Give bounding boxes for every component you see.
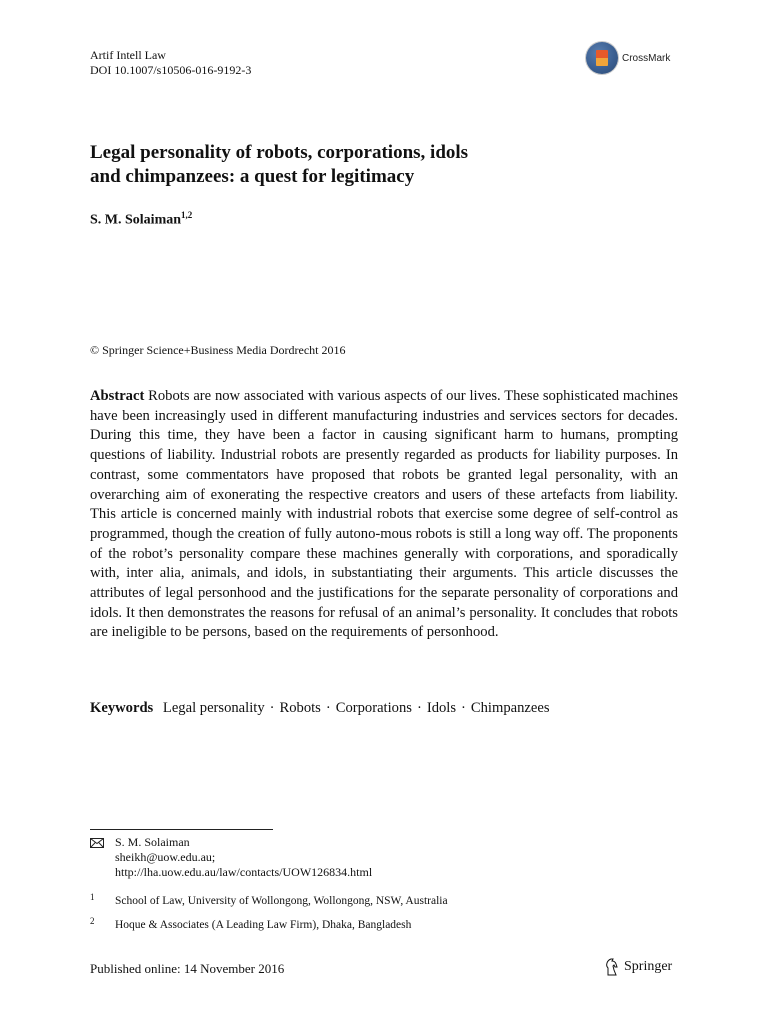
footnote-divider bbox=[90, 829, 273, 830]
abstract bbox=[90, 387, 678, 643]
affiliation-text: Hoque & Associates (A Leading Law Firm), Dhaka, Bangladesh bbox=[115, 919, 412, 931]
keyword-separator: · bbox=[269, 700, 275, 716]
journal-header bbox=[90, 48, 251, 78]
affiliation bbox=[90, 894, 448, 909]
keyword-separator: · bbox=[416, 700, 422, 716]
correspondence-block bbox=[90, 835, 372, 880]
springer-horse-icon bbox=[604, 958, 620, 976]
affiliation-text: School of Law, University of Wollongong, Wollongong, NSW, Australia bbox=[115, 895, 448, 907]
corresponding-author-name: S. M. Solaiman bbox=[115, 835, 190, 849]
title-line-1: Legal personality of robots, corporations, idols bbox=[90, 142, 469, 163]
abstract-text: Robots are now associated with various aspects of our lives. These sophisticated machines have been increasingly used in different manufacturing industries and services sectors for decades. During this time, they have been a factor in causing significant harm to humans, prompting questions of liability. Industrial robots are presently regarded as products for liability purposes. In contrast, some commentators have proposed that robots be granted legal personality, with an overarching aim of exonerating the respective creators and users of these artefacts from liability. This article is concerned mainly with industrial robots that exercise some degree of self-control as programmed, though the creation of fully autono-mous robots is still a long way off. The proponents of the robot’s personality compare these machines generally with corporations, and sporadically with, inter alia, animals, and idols, in substantiating their arguments. This article discusses the attributes of legal personhood and the justifications for the separate personality of corporations and idols. It then demonstrates the reasons for refusal of an animal’s personality. It concludes that robots are ineligible to be persons, based on the requirements of personhood. bbox=[90, 388, 678, 641]
affiliation-number: 2 bbox=[90, 916, 95, 926]
article-title bbox=[90, 141, 690, 189]
keyword: Chimpanzees bbox=[470, 700, 550, 716]
affiliation-number: 1 bbox=[90, 892, 95, 902]
published-date: Published online: 14 November 2016 bbox=[90, 961, 285, 976]
keyword-separator: · bbox=[325, 700, 331, 716]
keywords bbox=[90, 700, 550, 717]
corresponding-author-email[interactable]: sheikh@uow.edu.au; bbox=[115, 850, 216, 864]
corresponding-author-url[interactable]: http://lha.uow.edu.au/law/contacts/UOW126834.html bbox=[115, 865, 373, 879]
author-name: S. M. Solaiman bbox=[90, 212, 182, 228]
author-affil-marks: 1,2 bbox=[181, 210, 193, 220]
copyright-notice: © Springer Science+Business Media Dordrecht 2016 bbox=[90, 343, 346, 357]
abstract-label: Abstract bbox=[90, 388, 145, 404]
keywords-label: Keywords bbox=[90, 700, 154, 716]
envelope-icon bbox=[90, 838, 104, 848]
crossmark-badge[interactable] bbox=[586, 42, 670, 74]
journal-name: Artif Intell Law bbox=[90, 48, 166, 62]
keyword: Legal personality bbox=[162, 700, 265, 716]
springer-logo bbox=[604, 958, 672, 976]
keyword: Robots bbox=[279, 700, 321, 716]
title-line-2: and chimpanzees: a quest for legitimacy bbox=[90, 166, 415, 187]
affiliation bbox=[90, 918, 411, 933]
keyword: Idols bbox=[426, 700, 457, 716]
doi: DOI 10.1007/s10506-016-9192-3 bbox=[90, 63, 252, 77]
keyword: Corporations bbox=[335, 700, 412, 716]
keyword-separator: · bbox=[461, 700, 466, 716]
crossmark-icon bbox=[586, 42, 618, 74]
publisher-name: Springer bbox=[624, 959, 673, 974]
crossmark-label: CrossMark bbox=[622, 52, 671, 64]
author-line bbox=[90, 210, 192, 229]
